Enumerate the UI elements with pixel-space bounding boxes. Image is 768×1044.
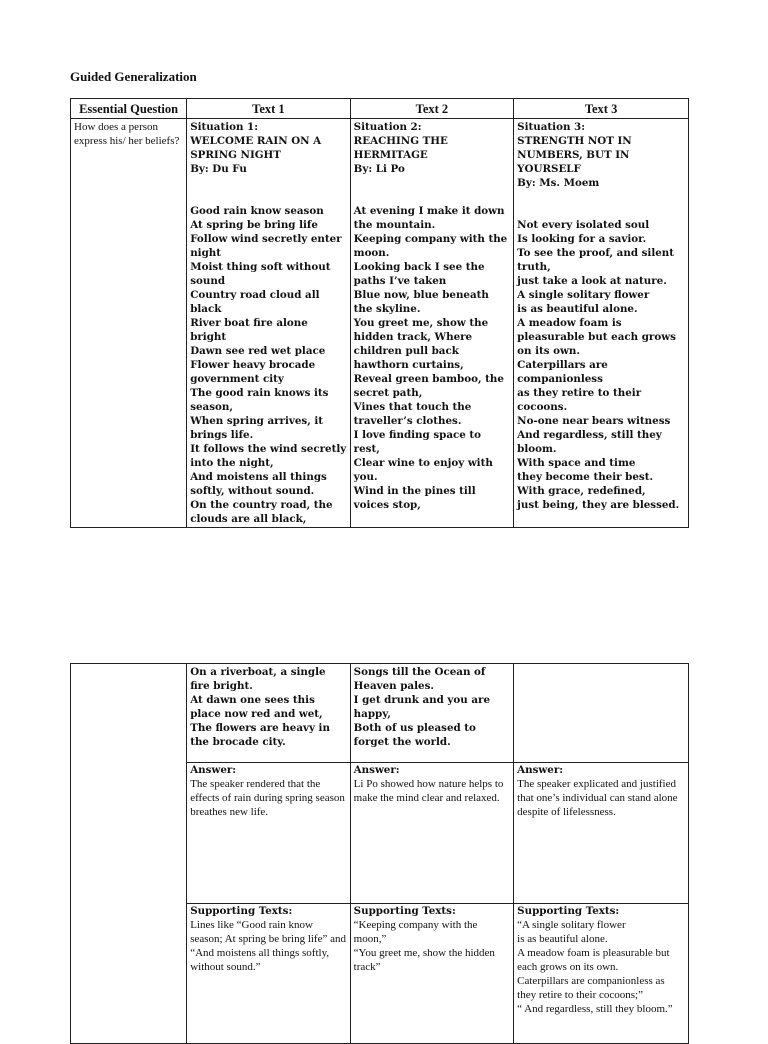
situation-2-answer: Li Po showed how nature helps to make the mind clear and relaxed.	[353, 778, 504, 804]
answer-label: Answer:	[190, 764, 237, 776]
situation-1-answer: The speaker rendered that the effects of rain during spring season breathes new life.	[190, 778, 345, 818]
page-heading: Guided Generalization	[70, 69, 197, 84]
text-2-support-cell	[350, 904, 513, 1044]
supporting-texts-label: Supporting Texts:	[190, 905, 293, 917]
text-3-continued-cell	[514, 664, 689, 763]
text-1-continued-cell	[187, 664, 350, 763]
poem-row	[71, 119, 689, 528]
guided-generalization-table	[70, 98, 689, 528]
text-2-continued-cell	[350, 664, 513, 763]
situation-2-support: “Keeping company with the moon,” “You greet me, show the hidden track”	[353, 919, 495, 973]
text-2-cell	[350, 119, 513, 528]
text-3-support-cell	[514, 904, 689, 1044]
text-3-answer-cell	[514, 763, 689, 904]
answer-label: Answer:	[353, 764, 400, 776]
situation-1-header: Situation 1: WELCOME RAIN ON A SPRING NIGHT By: Du Fu	[190, 121, 322, 175]
situation-1-support: Lines like “Good rain know season; At spring be bring life” and “And moistens all things softly, without sound.”	[190, 919, 346, 973]
situation-1-poem-continued: On a riverboat, a single fire bright. At dawn one sees this place now red and wet, The flowers are heavy in the brocade city.	[190, 666, 330, 748]
header-text-2: Text 2	[350, 99, 513, 119]
situation-3-header: Situation 3: STRENGTH NOT IN NUMBERS, BUT IN YOURSELF By: Ms. Moem	[517, 121, 632, 189]
situation-2-poem: At evening I make it down the mountain. Keeping company with the moon. Looking back I see the paths I’ve taken Blue now, blue beneath the skyline. You greet me, show the hidden track, Where children pull back hawthorn curtains, Reveal green bamboo, the secret path, Vines that touch the traveller’s clothes. I love finding space to rest, Clear wine to enjoy with you. Wind in the pines till voices stop,	[353, 205, 508, 511]
text-3-cell	[514, 119, 689, 528]
situation-1-poem: Good rain know season At spring be bring life Follow wind secretly enter night Moist thing soft without sound Country road cloud all black River boat fire alone bright Dawn see red wet place Flower heavy brocade government city The good rain knows its season, When spring arrives, it brings life. It follows the wind secretly into the night, And moistens all things softly, without sound. On the country road, the clouds are all black,	[190, 205, 347, 525]
poem-continued-row	[71, 664, 689, 763]
text-1-cell	[187, 119, 350, 528]
text-1-support-cell	[187, 904, 350, 1044]
essential-question-text: How does a person express his/ her beliefs?	[74, 121, 180, 147]
header-text-3: Text 3	[514, 99, 689, 119]
essential-question-cell	[71, 119, 187, 528]
guided-generalization-table-continued	[70, 663, 689, 1044]
situation-2-header: Situation 2: REACHING THE HERMITAGE By: Li Po	[353, 121, 448, 175]
header-row	[71, 99, 689, 119]
text-2-answer-cell	[350, 763, 513, 904]
essential-question-cell-continued	[71, 664, 187, 1044]
situation-2-poem-continued: Songs till the Ocean of Heaven pales. I get drunk and you are happy, Both of us pleased to forget the world.	[353, 666, 490, 748]
text-1-answer-cell	[187, 763, 350, 904]
situation-3-poem: Not every isolated soul Is looking for a savior. To see the proof, and silent truth, just take a look at nature. A single solitary flower is as beautiful alone. A meadow foam is pleasurable but each grows on its own. Caterpillars are companionless as they retire to their cocoons. No-one near bears witness And regardless, still they bloom. With space and time they become their best. With grace, redefined, just being, they are blessed.	[517, 219, 680, 511]
answer-label: Answer:	[517, 764, 564, 776]
situation-3-support: “A single solitary flower is as beautiful alone. A meadow foam is pleasurable but each grows on its own. Caterpillars are companionless as they retire to their cocoons;” “ And regardless, still they bloom.”	[517, 919, 673, 1015]
header-essential-question: Essential Question	[71, 99, 187, 119]
supporting-texts-label: Supporting Texts:	[517, 905, 620, 917]
situation-3-answer: The speaker explicated and justified that one’s individual can stand alone despite of lifelessness.	[517, 778, 678, 818]
header-text-1: Text 1	[187, 99, 350, 119]
supporting-texts-label: Supporting Texts:	[353, 905, 456, 917]
